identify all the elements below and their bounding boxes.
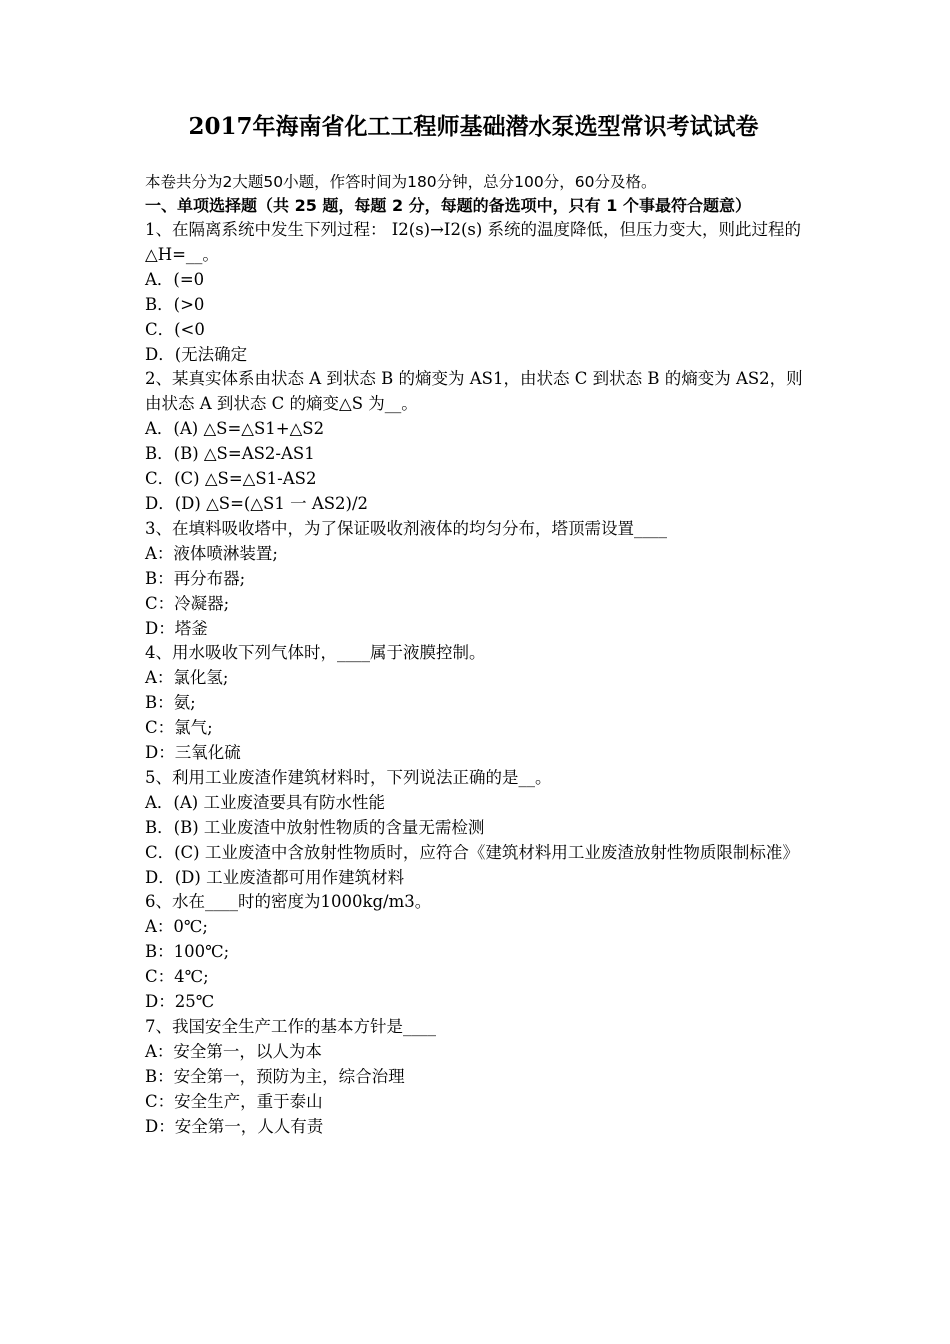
- question-stem: 1、在隔离系统中发生下列过程： I2(s)→I2(s) 系统的温度降低，但压力变大，则此过程的△H=__。: [145, 220, 802, 264]
- section-heading: 一、单项选择题（共 25 题，每题 2 分，每题的备选项中，只有 1 个事最符合题意）: [145, 196, 751, 215]
- option-d: D．(D) 工业废渣都可用作建筑材料: [145, 867, 405, 887]
- exam-intro: 本卷共分为2大题50小题，作答时间为180分钟，总分100分，60分及格。: [145, 173, 657, 191]
- question-6: [145, 890, 810, 1015]
- option-d: D：三氧化硫: [145, 743, 241, 763]
- question-4: [145, 641, 810, 766]
- option-c: C：安全生产，重于泰山: [145, 1091, 323, 1111]
- document-page: [145, 112, 810, 1140]
- question-stem: 2、某真实体系由状态 A 到状态 B 的熵变为 AS1，由状态 C 到状态 B 的熵变为 AS2，则由状态 A 到状态 C 的熵变△S 为__。: [145, 369, 803, 414]
- option-a: A．(=0: [145, 269, 205, 289]
- option-c: C：4℃;: [145, 967, 209, 987]
- question-5: [145, 766, 810, 891]
- option-d: D：25℃: [145, 992, 215, 1012]
- option-b: B．(>0: [145, 294, 205, 314]
- question-stem: 7、我国安全生产工作的基本方针是____: [145, 1017, 436, 1036]
- question-stem: 4、用水吸收下列气体时，____属于液膜控制。: [145, 643, 486, 663]
- option-d: D．(无法确定: [145, 344, 248, 364]
- option-d: D．(D) △S=(△S1 一 AS2)/2: [145, 493, 369, 513]
- question-7: [145, 1015, 810, 1140]
- option-a: A：安全第一，以人为本: [145, 1041, 322, 1061]
- option-c: C．(C) △S=△S1-AS2: [145, 469, 317, 489]
- option-b: B．(B) 工业废渣中放射性物质的含量无需检测: [145, 817, 485, 837]
- question-3: [145, 517, 810, 642]
- option-b: B：再分布器;: [145, 568, 246, 588]
- option-a: A：0℃;: [145, 917, 208, 937]
- question-stem: 3、在填料吸收塔中，为了保证吸收剂液体的均匀分布，塔顶需设置____: [145, 518, 667, 538]
- option-c: C．(<0: [145, 319, 205, 339]
- option-a: A．(A) 工业废渣要具有防水性能: [145, 792, 385, 812]
- option-a: A：液体喷淋装置;: [145, 543, 278, 563]
- option-c: C：冷凝器;: [145, 593, 230, 613]
- question-2: [145, 367, 810, 516]
- question-1: [145, 218, 810, 367]
- option-b: B：安全第一，预防为主，综合治理: [145, 1066, 405, 1086]
- option-a: A：氯化氢;: [145, 668, 229, 688]
- option-c: C．(C) 工业废渣中含放射性物质时，应符合《建筑材料用工业废渣放射性物质限制标准》: [145, 842, 799, 862]
- option-b: B：氨;: [145, 693, 196, 713]
- option-b: B．(B) △S=AS2-AS1: [145, 444, 315, 464]
- question-stem: 6、水在____时的密度为1000kg/m3。: [145, 892, 432, 912]
- option-a: A．(A) △S=△S1+△S2: [145, 419, 325, 439]
- option-d: D：塔釜: [145, 618, 208, 638]
- option-b: B：100℃;: [145, 942, 230, 962]
- question-stem: 5、利用工业废渣作建筑材料时，下列说法正确的是__。: [145, 767, 552, 787]
- option-d: D：安全第一，人人有责: [145, 1116, 324, 1136]
- document-title: 2017年海南省化工工程师基础潜水泵选型常识考试试卷: [188, 113, 759, 140]
- option-c: C：氯气;: [145, 718, 213, 738]
